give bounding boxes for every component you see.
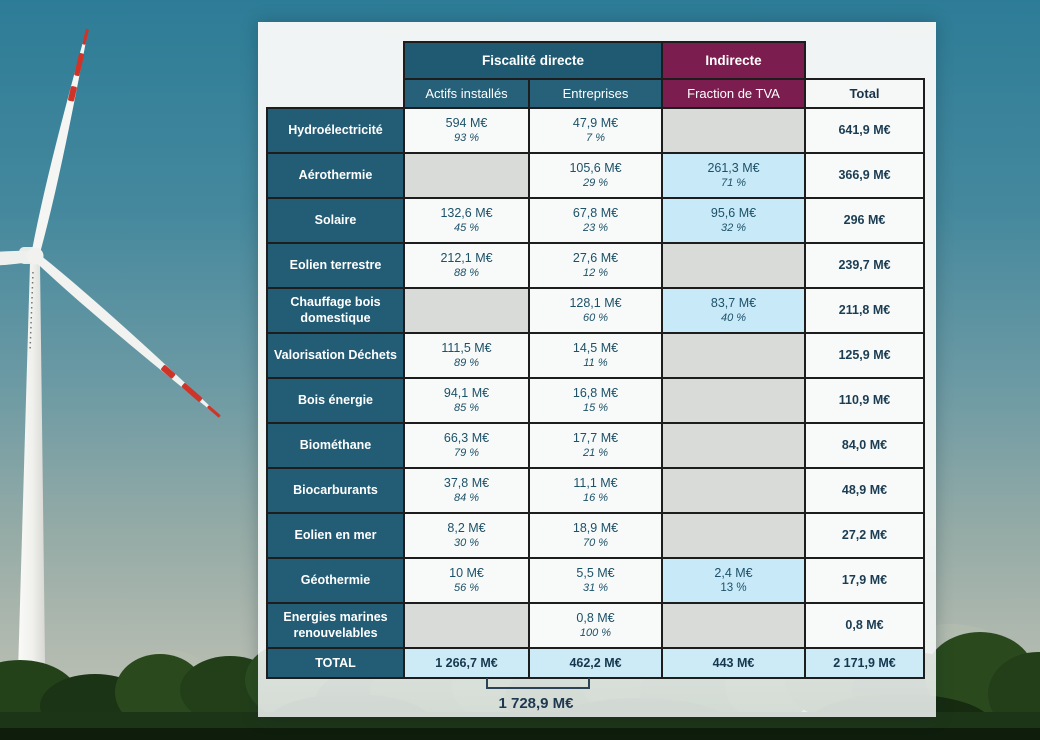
- cell-percent: 93 %: [453, 132, 480, 145]
- cell-total: [805, 423, 924, 468]
- cell-percent: 70 %: [582, 537, 609, 550]
- cell-percent: 100 %: [579, 627, 612, 640]
- cell-total: [805, 603, 924, 648]
- turbine-hub: [27, 248, 44, 265]
- table-row: [267, 333, 924, 378]
- table-row: [267, 468, 924, 513]
- column-header-row: [267, 79, 924, 108]
- row-label: Chauffage bois domestique: [267, 288, 404, 333]
- cell-value: 84,0 M€: [841, 438, 888, 453]
- table-row: [267, 513, 924, 558]
- cell-value: 5,5 M€: [576, 566, 615, 581]
- cell-value: 594 M€: [445, 116, 488, 131]
- row-label: Energies marines renouvelables: [267, 603, 404, 648]
- cell-total: [805, 378, 924, 423]
- total-tva: 443 M€: [662, 648, 805, 678]
- cell-total: [805, 468, 924, 513]
- table-row: [267, 603, 924, 648]
- cell-entreprises: [529, 243, 662, 288]
- cell-value: 11,1 M€: [573, 476, 618, 491]
- cell-percent: 13 %: [720, 582, 747, 595]
- cell-value: 17,9 M€: [841, 573, 888, 588]
- cell-actifs: [404, 198, 529, 243]
- row-label: Géothermie: [267, 558, 404, 603]
- cell-value: 239,7 M€: [838, 258, 891, 273]
- cell-tva: [662, 603, 805, 648]
- cell-value: 110,9 M€: [838, 393, 891, 408]
- cell-percent: 30 %: [453, 537, 480, 550]
- cell-entreprises: [529, 468, 662, 513]
- cell-value: 111,5 M€: [441, 341, 492, 356]
- table-row: [267, 108, 924, 153]
- cell-tva: [662, 288, 805, 333]
- table-row: [267, 558, 924, 603]
- cell-tva: [662, 243, 805, 288]
- cell-tva: [662, 423, 805, 468]
- cell-tva: [662, 108, 805, 153]
- cell-total: [805, 558, 924, 603]
- cell-tva: [662, 468, 805, 513]
- cell-value: 125,9 M€: [838, 348, 891, 363]
- total-row-label: TOTAL: [267, 648, 404, 678]
- cell-total: [805, 513, 924, 558]
- cell-percent: 31 %: [582, 582, 609, 595]
- cell-tva: [662, 378, 805, 423]
- cell-actifs: [404, 333, 529, 378]
- column-header-tva: Fraction de TVA: [662, 79, 805, 108]
- table-row: [267, 288, 924, 333]
- spacer-cell: [267, 79, 404, 108]
- cell-entreprises: [529, 378, 662, 423]
- cell-percent: 85 %: [453, 402, 480, 415]
- cell-tva: [662, 153, 805, 198]
- total-row: [267, 648, 924, 678]
- cell-value: 10 M€: [449, 566, 484, 581]
- cell-actifs: [404, 288, 529, 333]
- cell-entreprises: [529, 558, 662, 603]
- cell-percent: 88 %: [453, 267, 480, 280]
- cell-tva: [662, 333, 805, 378]
- cell-percent: 16 %: [582, 492, 609, 505]
- cell-value: 261,3 M€: [707, 161, 760, 176]
- cell-value: 366,9 M€: [838, 168, 891, 183]
- row-label: Biométhane: [267, 423, 404, 468]
- table-row: [267, 423, 924, 468]
- cell-entreprises: [529, 603, 662, 648]
- row-label: Bois énergie: [267, 378, 404, 423]
- cell-actifs: [404, 108, 529, 153]
- cell-actifs: [404, 378, 529, 423]
- total-grand: 2 171,9 M€: [805, 648, 924, 678]
- row-label: Solaire: [267, 198, 404, 243]
- cell-total: [805, 198, 924, 243]
- cell-percent: 29 %: [582, 177, 609, 190]
- header-indirecte: Indirecte: [662, 42, 805, 79]
- cell-tva: [662, 198, 805, 243]
- cell-actifs: [404, 243, 529, 288]
- cell-value: 83,7 M€: [710, 296, 757, 311]
- cell-value: 47,9 M€: [572, 116, 619, 131]
- cell-value: 16,8 M€: [572, 386, 619, 401]
- cell-total: [805, 288, 924, 333]
- cell-percent: 32 %: [720, 222, 747, 235]
- cell-value: 14,5 M€: [572, 341, 619, 356]
- cell-total: [805, 333, 924, 378]
- total-entreprises: 462,2 M€: [529, 648, 662, 678]
- cell-value: 18,9 M€: [572, 521, 619, 536]
- cell-entreprises: [529, 108, 662, 153]
- cell-actifs: [404, 558, 529, 603]
- cell-percent: 45 %: [453, 222, 480, 235]
- cell-percent: 15 %: [582, 402, 609, 415]
- cell-entreprises: [529, 423, 662, 468]
- table-row: [267, 198, 924, 243]
- cell-entreprises: [529, 153, 662, 198]
- fiscalite-table: [266, 41, 925, 679]
- cell-value: 212,1 M€: [440, 251, 493, 266]
- row-label: Eolien terrestre: [267, 243, 404, 288]
- cell-value: 37,8 M€: [443, 476, 490, 491]
- row-label: Biocarburants: [267, 468, 404, 513]
- cell-value: 296 M€: [843, 213, 886, 228]
- row-label: Eolien en mer: [267, 513, 404, 558]
- cell-entreprises: [529, 288, 662, 333]
- row-label: Aérothermie: [267, 153, 404, 198]
- spacer-cell: [267, 42, 404, 79]
- cell-value: 27,2 M€: [841, 528, 888, 543]
- column-header-actifs: Actifs installés: [404, 79, 529, 108]
- spacer-cell: [805, 42, 924, 79]
- cell-value: 2,4 M€: [714, 565, 753, 580]
- cell-value: 128,1 M€: [569, 296, 622, 311]
- cell-percent: 71 %: [720, 177, 747, 190]
- cell-actifs: [404, 423, 529, 468]
- cell-total: [805, 108, 924, 153]
- sum-bracket-label: 1 728,9 M€: [498, 695, 574, 712]
- cell-tva: [662, 558, 805, 603]
- cell-percent: 7 %: [586, 132, 605, 145]
- cell-value: 8,2 M€: [447, 521, 486, 536]
- cell-total: [805, 243, 924, 288]
- cell-entreprises: [529, 513, 662, 558]
- cell-percent: 12 %: [582, 267, 609, 280]
- sum-bracket: [486, 678, 590, 689]
- cell-value: 641,9 M€: [838, 123, 891, 138]
- table-row: [267, 153, 924, 198]
- cell-value: 0,8 M€: [576, 611, 615, 626]
- cell-value: 48,9 M€: [841, 483, 888, 498]
- cell-entreprises: [529, 333, 662, 378]
- cell-value: 94,1 M€: [443, 386, 490, 401]
- cell-percent: 56 %: [453, 582, 480, 595]
- cell-actifs: [404, 513, 529, 558]
- cell-actifs: [404, 153, 529, 198]
- header-group-row: [267, 42, 924, 79]
- column-header-entreprises: Entreprises: [529, 79, 662, 108]
- cell-actifs: [404, 603, 529, 648]
- header-fiscalite-directe: Fiscalité directe: [404, 42, 662, 79]
- table-row: [267, 378, 924, 423]
- cell-total: [805, 153, 924, 198]
- cell-value: 95,6 M€: [710, 206, 757, 221]
- cell-percent: 79 %: [453, 447, 480, 460]
- row-label: Valorisation Déchets: [267, 333, 404, 378]
- cell-percent: 11 %: [583, 357, 608, 370]
- cell-value: 211,8 M€: [838, 303, 891, 318]
- cell-entreprises: [529, 198, 662, 243]
- cell-value: 67,8 M€: [572, 206, 619, 221]
- cell-tva: [662, 513, 805, 558]
- total-actifs: 1 266,7 M€: [404, 648, 529, 678]
- data-panel: [258, 22, 936, 717]
- cell-value: 66,3 M€: [443, 431, 490, 446]
- cell-value: 17,7 M€: [572, 431, 619, 446]
- cell-percent: 21 %: [582, 447, 609, 460]
- cell-value: 132,6 M€: [440, 206, 493, 221]
- column-header-total: Total: [805, 79, 924, 108]
- cell-value: 105,6 M€: [569, 161, 622, 176]
- cell-percent: 23 %: [582, 222, 609, 235]
- cell-percent: 84 %: [453, 492, 480, 505]
- row-label: Hydroélectricité: [267, 108, 404, 153]
- cell-percent: 89 %: [453, 357, 480, 370]
- table-row: [267, 243, 924, 288]
- cell-value: 0,8 M€: [845, 618, 884, 633]
- cell-percent: 60 %: [582, 312, 609, 325]
- cell-value: 27,6 M€: [572, 251, 619, 266]
- cell-percent: 40 %: [720, 312, 747, 325]
- cell-actifs: [404, 468, 529, 513]
